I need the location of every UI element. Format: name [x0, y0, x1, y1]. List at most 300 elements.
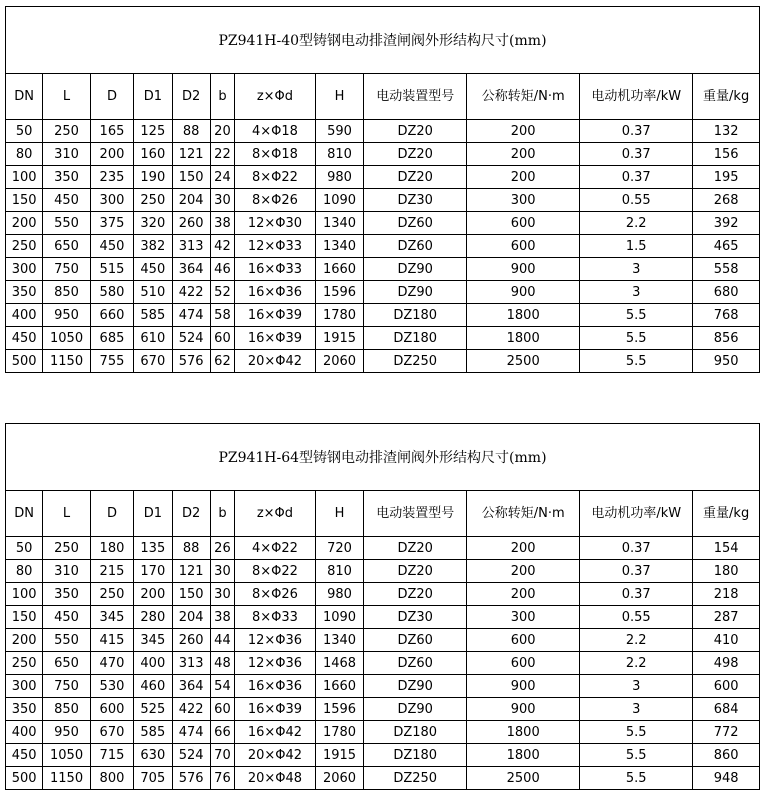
table-cell: 900 — [467, 258, 580, 281]
table-cell: 200 — [6, 629, 43, 652]
table-cell: DZ30 — [364, 189, 467, 212]
table-cell: 218 — [693, 583, 760, 606]
table-cell: 16×Φ39 — [235, 698, 316, 721]
table-cell: 684 — [693, 698, 760, 721]
table-cell: 135 — [134, 537, 172, 560]
table-cell: 850 — [43, 281, 90, 304]
table-cell: 558 — [693, 258, 760, 281]
table-row — [6, 143, 760, 166]
table-cell: 1340 — [315, 235, 363, 258]
table-cell: 8×Φ22 — [235, 560, 316, 583]
table-cell: 474 — [172, 721, 210, 744]
table-cell: 300 — [467, 189, 580, 212]
table-cell: 2060 — [315, 767, 363, 790]
table-cell: 1468 — [315, 652, 363, 675]
table-cell: 0.37 — [580, 166, 693, 189]
table-cell: 382 — [134, 235, 172, 258]
table-cell: 610 — [134, 327, 172, 350]
table-cell: 1596 — [315, 281, 363, 304]
table-cell: 200 — [467, 120, 580, 143]
table-cell: 755 — [90, 350, 133, 373]
table-cell: 1340 — [315, 629, 363, 652]
table-cell: 20 — [210, 120, 234, 143]
table-cell: 525 — [134, 698, 172, 721]
table-cell: 705 — [134, 767, 172, 790]
table-row — [6, 120, 760, 143]
table-cell: 8×Φ26 — [235, 189, 316, 212]
table-cell: 980 — [315, 583, 363, 606]
col-header: z×Φd — [235, 491, 316, 537]
table-cell: 0.37 — [580, 583, 693, 606]
table-cell: 772 — [693, 721, 760, 744]
table-cell: 38 — [210, 212, 234, 235]
table-cell: 3 — [580, 258, 693, 281]
table-cell: 150 — [6, 189, 43, 212]
table-cell: 280 — [134, 606, 172, 629]
col-header: D2 — [172, 74, 210, 120]
table-cell: 58 — [210, 304, 234, 327]
table-cell: 392 — [693, 212, 760, 235]
table-cell: 950 — [43, 721, 90, 744]
table-cell: DZ60 — [364, 629, 467, 652]
table-cell: 900 — [467, 698, 580, 721]
table-cell: 250 — [43, 537, 90, 560]
table-cell: 474 — [172, 304, 210, 327]
table-cell: 44 — [210, 629, 234, 652]
table-cell: 60 — [210, 327, 234, 350]
table-cell: 156 — [693, 143, 760, 166]
table-cell: 0.37 — [580, 120, 693, 143]
table-cell: 320 — [134, 212, 172, 235]
table-row — [6, 629, 760, 652]
table-row — [6, 235, 760, 258]
table-cell: 950 — [693, 350, 760, 373]
table-cell: DZ20 — [364, 560, 467, 583]
table-cell: 300 — [467, 606, 580, 629]
table-cell: 180 — [693, 560, 760, 583]
table-cell: 1660 — [315, 258, 363, 281]
table-cell: 310 — [43, 143, 90, 166]
table-cell: 0.55 — [580, 606, 693, 629]
table-cell: 200 — [6, 212, 43, 235]
table-cell: 22 — [210, 143, 234, 166]
table-cell: 600 — [467, 235, 580, 258]
table-row — [6, 606, 760, 629]
table-cell: DZ60 — [364, 235, 467, 258]
table-cell: 5.5 — [580, 767, 693, 790]
col-header: 电动机功率/kW — [580, 74, 693, 120]
table-cell: 165 — [90, 120, 133, 143]
table-cell: 16×Φ36 — [235, 675, 316, 698]
table-cell: 585 — [134, 304, 172, 327]
table-row — [6, 281, 760, 304]
table-cell: DZ90 — [364, 258, 467, 281]
table-cell: 12×Φ36 — [235, 629, 316, 652]
table-cell: 2500 — [467, 767, 580, 790]
table-cell: 160 — [134, 143, 172, 166]
table-cell: 375 — [90, 212, 133, 235]
table-cell: 1596 — [315, 698, 363, 721]
table-cell: 500 — [6, 767, 43, 790]
table-cell: 950 — [43, 304, 90, 327]
table-cell: 400 — [6, 721, 43, 744]
table-cell: 12×Φ30 — [235, 212, 316, 235]
table-cell: 200 — [467, 583, 580, 606]
col-header: D1 — [134, 491, 172, 537]
table-cell: 100 — [6, 166, 43, 189]
table-cell: 1340 — [315, 212, 363, 235]
table-row — [6, 304, 760, 327]
table-cell: 190 — [134, 166, 172, 189]
table-cell: 200 — [467, 143, 580, 166]
table-cell: 2.2 — [580, 629, 693, 652]
table-cell: DZ250 — [364, 350, 467, 373]
table-cell: 50 — [6, 120, 43, 143]
table-cell: 66 — [210, 721, 234, 744]
table-cell: 38 — [210, 606, 234, 629]
table-cell: 400 — [6, 304, 43, 327]
table-row — [6, 767, 760, 790]
table-cell: 980 — [315, 166, 363, 189]
table-cell: 580 — [90, 281, 133, 304]
table-cell: 195 — [693, 166, 760, 189]
table-cell: 150 — [172, 583, 210, 606]
table-cell: 60 — [210, 698, 234, 721]
table-cell: DZ20 — [364, 583, 467, 606]
table-cell: 42 — [210, 235, 234, 258]
table-cell: DZ180 — [364, 744, 467, 767]
dimension-table — [5, 423, 760, 790]
table-cell: 450 — [90, 235, 133, 258]
table-cell: 170 — [134, 560, 172, 583]
table-cell: 125 — [134, 120, 172, 143]
table-cell: DZ20 — [364, 143, 467, 166]
table-cell: 70 — [210, 744, 234, 767]
table-cell: 850 — [43, 698, 90, 721]
table-cell: 350 — [6, 698, 43, 721]
table-cell: 268 — [693, 189, 760, 212]
table-cell: 121 — [172, 560, 210, 583]
table-cell: 1915 — [315, 327, 363, 350]
table-cell: 450 — [43, 606, 90, 629]
table-cell: 660 — [90, 304, 133, 327]
table-cell: 800 — [90, 767, 133, 790]
table-cell: 670 — [134, 350, 172, 373]
table-cell: DZ20 — [364, 120, 467, 143]
table-cell: 0.37 — [580, 560, 693, 583]
table-cell: 1090 — [315, 189, 363, 212]
table-cell: 515 — [90, 258, 133, 281]
table-cell: 345 — [90, 606, 133, 629]
col-header: L — [43, 74, 90, 120]
table-pz941h-40 — [5, 6, 760, 373]
table-cell: 510 — [134, 281, 172, 304]
table-cell: 550 — [43, 212, 90, 235]
table-cell: 80 — [6, 143, 43, 166]
table-cell: 5.5 — [580, 304, 693, 327]
table-row — [6, 537, 760, 560]
table-cell: 235 — [90, 166, 133, 189]
table-cell: 410 — [693, 629, 760, 652]
table-cell: 287 — [693, 606, 760, 629]
table-cell: 50 — [6, 537, 43, 560]
table-cell: 1915 — [315, 744, 363, 767]
table-cell: 121 — [172, 143, 210, 166]
table-cell: 1660 — [315, 675, 363, 698]
table-cell: 250 — [43, 120, 90, 143]
table-cell: 2.2 — [580, 212, 693, 235]
table-cell: 768 — [693, 304, 760, 327]
table-cell: DZ30 — [364, 606, 467, 629]
table-cell: 88 — [172, 537, 210, 560]
table-cell: 364 — [172, 675, 210, 698]
table-cell: 685 — [90, 327, 133, 350]
table-cell: 48 — [210, 652, 234, 675]
table-row — [6, 583, 760, 606]
col-header: H — [315, 74, 363, 120]
table-cell: 450 — [43, 189, 90, 212]
table-cell: DZ250 — [364, 767, 467, 790]
table-cell: 1800 — [467, 327, 580, 350]
table-cell: 750 — [43, 258, 90, 281]
col-header: z×Φd — [235, 74, 316, 120]
col-header: 电动装置型号 — [364, 491, 467, 537]
table-cell: 20×Φ48 — [235, 767, 316, 790]
table-cell: 250 — [90, 583, 133, 606]
col-header: b — [210, 74, 234, 120]
table-cell: 30 — [210, 560, 234, 583]
table-cell: 215 — [90, 560, 133, 583]
table-cell: 80 — [6, 560, 43, 583]
table-cell: 8×Φ22 — [235, 166, 316, 189]
col-header: D — [90, 74, 133, 120]
table-cell: 2500 — [467, 350, 580, 373]
table-cell: 12×Φ33 — [235, 235, 316, 258]
table-cell: 3 — [580, 281, 693, 304]
table-cell: 350 — [43, 583, 90, 606]
table-cell: DZ20 — [364, 166, 467, 189]
table-cell: 100 — [6, 583, 43, 606]
table-cell: 450 — [134, 258, 172, 281]
table-cell: 600 — [90, 698, 133, 721]
table-pz941h-64 — [5, 423, 760, 790]
table-row — [6, 212, 760, 235]
table-cell: 400 — [134, 652, 172, 675]
table-row — [6, 675, 760, 698]
table-title: PZ941H-64型铸钢电动排渣闸阀外形结构尺寸(mm) — [6, 424, 760, 491]
table-cell: 46 — [210, 258, 234, 281]
table-row — [6, 721, 760, 744]
table-cell: 1090 — [315, 606, 363, 629]
table-cell: 590 — [315, 120, 363, 143]
table-cell: 1800 — [467, 304, 580, 327]
table-cell: DZ180 — [364, 721, 467, 744]
table-cell: 1780 — [315, 304, 363, 327]
table-cell: 576 — [172, 767, 210, 790]
dimension-table — [5, 6, 760, 373]
table-cell: 585 — [134, 721, 172, 744]
table-cell: 1.5 — [580, 235, 693, 258]
table-cell: 720 — [315, 537, 363, 560]
table-cell: 1050 — [43, 744, 90, 767]
table-cell: 250 — [134, 189, 172, 212]
table-cell: 900 — [467, 281, 580, 304]
table-cell: 415 — [90, 629, 133, 652]
table-cell: 310 — [43, 560, 90, 583]
col-header: D1 — [134, 74, 172, 120]
table-cell: 30 — [210, 189, 234, 212]
table-cell: 450 — [6, 744, 43, 767]
col-header: 重量/kg — [693, 491, 760, 537]
table-cell: 24 — [210, 166, 234, 189]
table-cell: 0.37 — [580, 537, 693, 560]
table-cell: 500 — [6, 350, 43, 373]
table-cell: DZ90 — [364, 281, 467, 304]
table-cell: 204 — [172, 189, 210, 212]
table-cell: 3 — [580, 675, 693, 698]
table-cell: 364 — [172, 258, 210, 281]
table-cell: 345 — [134, 629, 172, 652]
table-cell: 16×Φ36 — [235, 281, 316, 304]
col-header: 电动机功率/kW — [580, 491, 693, 537]
table-cell: 600 — [467, 629, 580, 652]
table-row — [6, 258, 760, 281]
table-cell: 3 — [580, 698, 693, 721]
col-header: D — [90, 491, 133, 537]
table-cell: 200 — [467, 166, 580, 189]
table-row — [6, 744, 760, 767]
table-cell: 650 — [43, 652, 90, 675]
table-cell: 260 — [172, 629, 210, 652]
table-title: PZ941H-40型铸钢电动排渣闸阀外形结构尺寸(mm) — [6, 7, 760, 74]
table-cell: 1800 — [467, 744, 580, 767]
table-cell: 204 — [172, 606, 210, 629]
table-cell: 4×Φ22 — [235, 537, 316, 560]
table-cell: 0.55 — [580, 189, 693, 212]
table-cell: 650 — [43, 235, 90, 258]
table-cell: 630 — [134, 744, 172, 767]
table-row — [6, 189, 760, 212]
table-cell: 250 — [6, 235, 43, 258]
table-cell: 300 — [6, 675, 43, 698]
table-cell: 530 — [90, 675, 133, 698]
col-header: DN — [6, 491, 43, 537]
table-cell: 76 — [210, 767, 234, 790]
table-cell: 250 — [6, 652, 43, 675]
table-cell: 670 — [90, 721, 133, 744]
table-cell: DZ20 — [364, 537, 467, 560]
table-cell: 2060 — [315, 350, 363, 373]
table-cell: DZ90 — [364, 698, 467, 721]
table-row — [6, 698, 760, 721]
table-cell: DZ60 — [364, 652, 467, 675]
table-cell: 1800 — [467, 721, 580, 744]
table-cell: 8×Φ33 — [235, 606, 316, 629]
table-cell: 422 — [172, 698, 210, 721]
table-cell: 16×Φ33 — [235, 258, 316, 281]
table-cell: 54 — [210, 675, 234, 698]
table-cell: 20×Φ42 — [235, 350, 316, 373]
table-cell: 810 — [315, 143, 363, 166]
table-cell: 1050 — [43, 327, 90, 350]
table-cell: 465 — [693, 235, 760, 258]
table-cell: 30 — [210, 583, 234, 606]
table-cell: 16×Φ42 — [235, 721, 316, 744]
table-cell: 313 — [172, 235, 210, 258]
col-header: L — [43, 491, 90, 537]
table-cell: 12×Φ36 — [235, 652, 316, 675]
table-cell: 5.5 — [580, 744, 693, 767]
table-cell: 810 — [315, 560, 363, 583]
table-cell: 1780 — [315, 721, 363, 744]
table-cell: 16×Φ39 — [235, 304, 316, 327]
table-cell: 576 — [172, 350, 210, 373]
table-cell: 313 — [172, 652, 210, 675]
table-row — [6, 166, 760, 189]
table-cell: 132 — [693, 120, 760, 143]
table-cell: 2.2 — [580, 652, 693, 675]
col-header: D2 — [172, 491, 210, 537]
table-cell: 88 — [172, 120, 210, 143]
table-row — [6, 327, 760, 350]
table-cell: 1150 — [43, 767, 90, 790]
table-cell: 680 — [693, 281, 760, 304]
col-header: DN — [6, 74, 43, 120]
table-cell: 150 — [172, 166, 210, 189]
table-cell: 300 — [90, 189, 133, 212]
table-cell: 52 — [210, 281, 234, 304]
table-cell: 750 — [43, 675, 90, 698]
table-cell: 150 — [6, 606, 43, 629]
table-cell: 0.37 — [580, 143, 693, 166]
table-cell: 5.5 — [580, 327, 693, 350]
table-cell: 524 — [172, 744, 210, 767]
table-cell: DZ180 — [364, 327, 467, 350]
table-cell: 260 — [172, 212, 210, 235]
table-cell: 200 — [134, 583, 172, 606]
col-header: 电动装置型号 — [364, 74, 467, 120]
table-cell: 26 — [210, 537, 234, 560]
table-cell: 470 — [90, 652, 133, 675]
table-row — [6, 652, 760, 675]
table-row — [6, 560, 760, 583]
table-cell: 422 — [172, 281, 210, 304]
table-cell: 860 — [693, 744, 760, 767]
table-cell: 600 — [693, 675, 760, 698]
table-cell: 350 — [43, 166, 90, 189]
table-cell: 20×Φ42 — [235, 744, 316, 767]
table-cell: 600 — [467, 212, 580, 235]
table-cell: 180 — [90, 537, 133, 560]
table-cell: 900 — [467, 675, 580, 698]
col-header: 重量/kg — [693, 74, 760, 120]
table-cell: 350 — [6, 281, 43, 304]
table-cell: DZ90 — [364, 675, 467, 698]
table-cell: 200 — [467, 537, 580, 560]
table-cell: 16×Φ39 — [235, 327, 316, 350]
table-cell: DZ60 — [364, 212, 467, 235]
col-header: 公称转矩/N·m — [467, 491, 580, 537]
table-cell: 8×Φ18 — [235, 143, 316, 166]
table-cell: 154 — [693, 537, 760, 560]
table-cell: 550 — [43, 629, 90, 652]
table-cell: 600 — [467, 652, 580, 675]
col-header: b — [210, 491, 234, 537]
table-cell: 8×Φ26 — [235, 583, 316, 606]
table-cell: 1150 — [43, 350, 90, 373]
table-cell: 524 — [172, 327, 210, 350]
table-cell: 300 — [6, 258, 43, 281]
